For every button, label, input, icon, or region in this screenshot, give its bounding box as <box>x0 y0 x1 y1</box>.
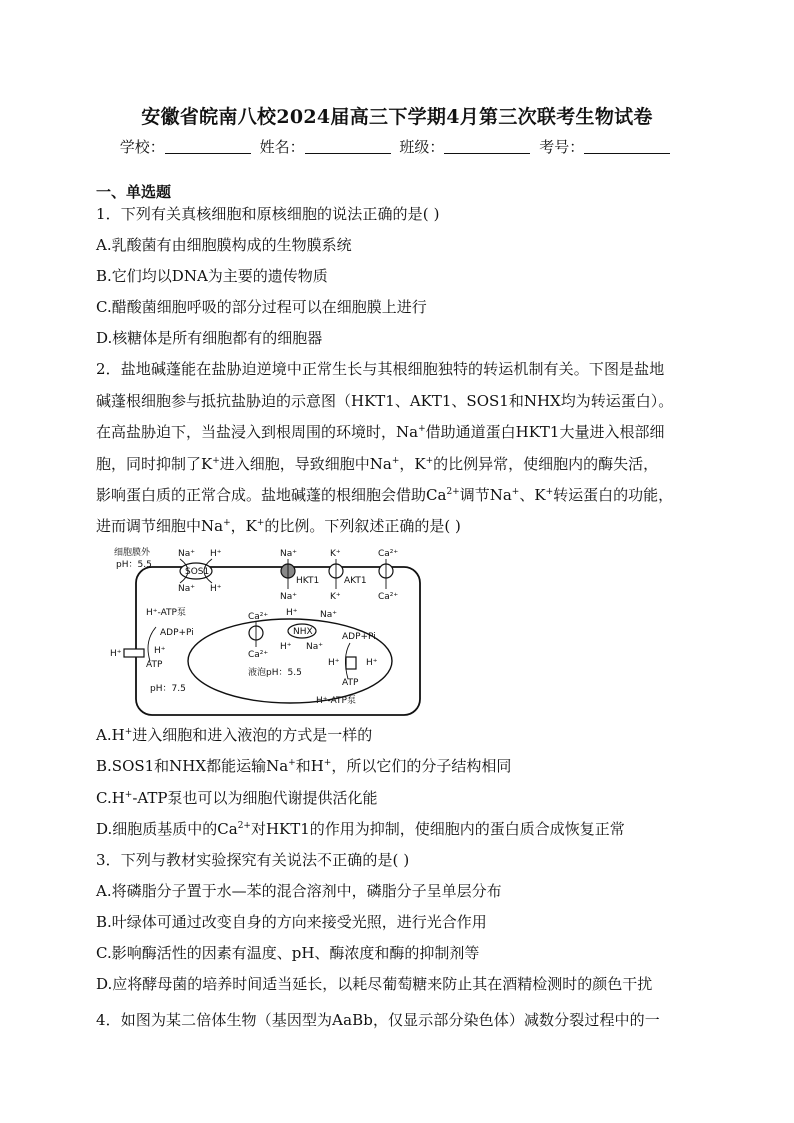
sos1-h-label-in: H⁺ <box>210 584 222 594</box>
q2-option-d: D.细胞质基质中的$Ca^{2+}$对HKT1的作用为抑制，使细胞内的蛋白质合成恢复正常 <box>96 820 625 838</box>
nhx-na-label: Na⁺ <box>320 610 337 620</box>
q3-stem: 3．下列与教材实验探究有关说法不正确的是( ) <box>96 851 410 869</box>
number-label: 考号： <box>539 138 585 156</box>
q2-option-b: B.SOS1和NHX都能运输Na+和H+，所以它们的分子结构相同 <box>96 757 512 775</box>
q2-stem-line-2: 碱蓬根细胞参与抵抗盐胁迫的示意图（HKT1、AKT1、SOS1和NHX均为转运蛋白）。 <box>96 392 674 410</box>
sos1-na-label: Na⁺ <box>178 549 195 559</box>
ca-label-top: Ca²⁺ <box>378 549 399 559</box>
name-label: 姓名： <box>259 138 305 156</box>
left-proton-pump <box>124 649 144 657</box>
hkt1-na-label-in: Na⁺ <box>280 592 297 602</box>
class-label: 班级： <box>399 138 445 156</box>
hkt1-label: HKT1 <box>296 576 320 586</box>
q3-option-c: C.影响酶活性的因素有温度、pH、酶浓度和酶的抑制剂等 <box>96 944 480 962</box>
vacuole-proton-pump <box>346 657 356 669</box>
q2-stem-line-6: 进而调节细胞中Na+，K+的比例。下列叙述正确的是( ) <box>96 517 461 535</box>
class-field[interactable] <box>444 139 530 154</box>
q1-stem: 1．下列有关真核细胞和原核细胞的说法正确的是( ) <box>96 205 440 223</box>
q1-option-b: B.它们均以DNA为主要的遗传物质 <box>96 267 328 285</box>
page-title: 安徽省皖南八校2024届高三下学期4月第三次联考生物试卷 <box>141 106 653 128</box>
q4-stem: 4．如图为某二倍体生物（基因型为AaBb，仅显示部分染色体）减数分裂过程中的一 <box>96 1011 660 1029</box>
left-pump-atp-label: ATP <box>146 660 163 670</box>
right-pump-h-in: H⁺ <box>328 658 340 668</box>
q1-option-a: A.乳酸菌有由细胞膜构成的生物膜系统 <box>96 236 352 254</box>
school-field[interactable] <box>165 139 251 154</box>
right-pump-h-out: H⁺ <box>366 658 378 668</box>
akt1-k-label: K⁺ <box>330 549 341 559</box>
right-pump-adp-label: ADP+Pi <box>342 632 376 642</box>
hkt1-na-label: Na⁺ <box>280 549 297 559</box>
q2-option-a: A.H+进入细胞和进入液泡的方式是一样的 <box>96 726 373 744</box>
sos1-h-label: H⁺ <box>210 549 222 559</box>
outside-ph-label: pH：5.5 <box>116 560 152 570</box>
vacuole-ph-label: 液泡pH：5.5 <box>248 668 302 678</box>
q2-option-c: C.H+-ATP泵也可以为细胞代谢提供活化能 <box>96 789 378 807</box>
sos1-na-label-in: Na⁺ <box>178 584 195 594</box>
outside-label: 细胞膜外 <box>114 548 151 558</box>
q3-option-a: A.将磷脂分子置于水—苯的混合溶剂中，磷脂分子呈单层分布 <box>96 882 502 900</box>
cytoplasm-ph-label: pH：7.5 <box>150 684 186 694</box>
section-heading: 一、单选题 <box>96 183 172 201</box>
q1-option-c: C.醋酸菌细胞呼吸的部分过程可以在细胞膜上进行 <box>96 298 427 316</box>
q2-stem-line-1: 2．盐地碱蓬能在盐胁迫逆境中正常生长与其根细胞独特的转运机制有关。下图是盐地 <box>96 360 665 378</box>
akt1-label: AKT1 <box>344 576 367 586</box>
left-pump-h-out: H⁺ <box>110 649 122 659</box>
q3-option-d: D.应将酵母菌的培养时间适当延长，以耗尽葡萄糖来防止其在酒精检测时的颜色干扰 <box>96 975 653 993</box>
ca-label-vacuole-bottom: Ca²⁺ <box>248 650 269 660</box>
nhx-na-label-in: Na⁺ <box>306 642 323 652</box>
left-pump-adp-label: ADP+Pi <box>160 628 194 638</box>
akt1-k-label-in: K⁺ <box>330 592 341 602</box>
ca-label-vacuole-top: Ca²⁺ <box>248 612 269 622</box>
nhx-h-label-in: H⁺ <box>280 642 292 652</box>
student-info <box>0 136 794 157</box>
left-pump-label: H⁺-ATP泵 <box>146 608 186 618</box>
q2-stem-line-4: 胞，同时抑制了K+进入细胞，导致细胞中Na+，K+的比例异常，使细胞内的酶失活， <box>96 455 659 473</box>
number-field[interactable] <box>584 139 670 154</box>
name-field[interactable] <box>305 139 391 154</box>
root-cell-diagram <box>110 545 426 718</box>
sos1-label: SOS1 <box>185 567 210 577</box>
right-pump-label: H⁺-ATP泵 <box>316 696 356 706</box>
nhx-h-label: H⁺ <box>286 608 298 618</box>
ca-label-top-in: Ca²⁺ <box>378 592 399 602</box>
nhx-label: NHX <box>293 627 313 637</box>
q1-option-d: D.核糖体是所有细胞都有的细胞器 <box>96 329 323 347</box>
school-label: 学校： <box>119 138 165 156</box>
left-pump-h-in: H⁺ <box>154 646 166 656</box>
q2-stem-line-3: 在高盐胁迫下，当盐浸入到根周围的环境时，Na+借助通道蛋白HKT1大量进入根部细 <box>96 423 665 441</box>
right-pump-atp-label: ATP <box>342 678 359 688</box>
q2-stem-line-5: 影响蛋白质的正常合成。盐地碱蓬的根细胞会借助$Ca^{2+}$调节Na+、K+转运蛋白的功能， <box>96 486 674 504</box>
q3-option-b: B.叶绿体可通过改变自身的方向来接受光照，进行光合作用 <box>96 913 487 931</box>
